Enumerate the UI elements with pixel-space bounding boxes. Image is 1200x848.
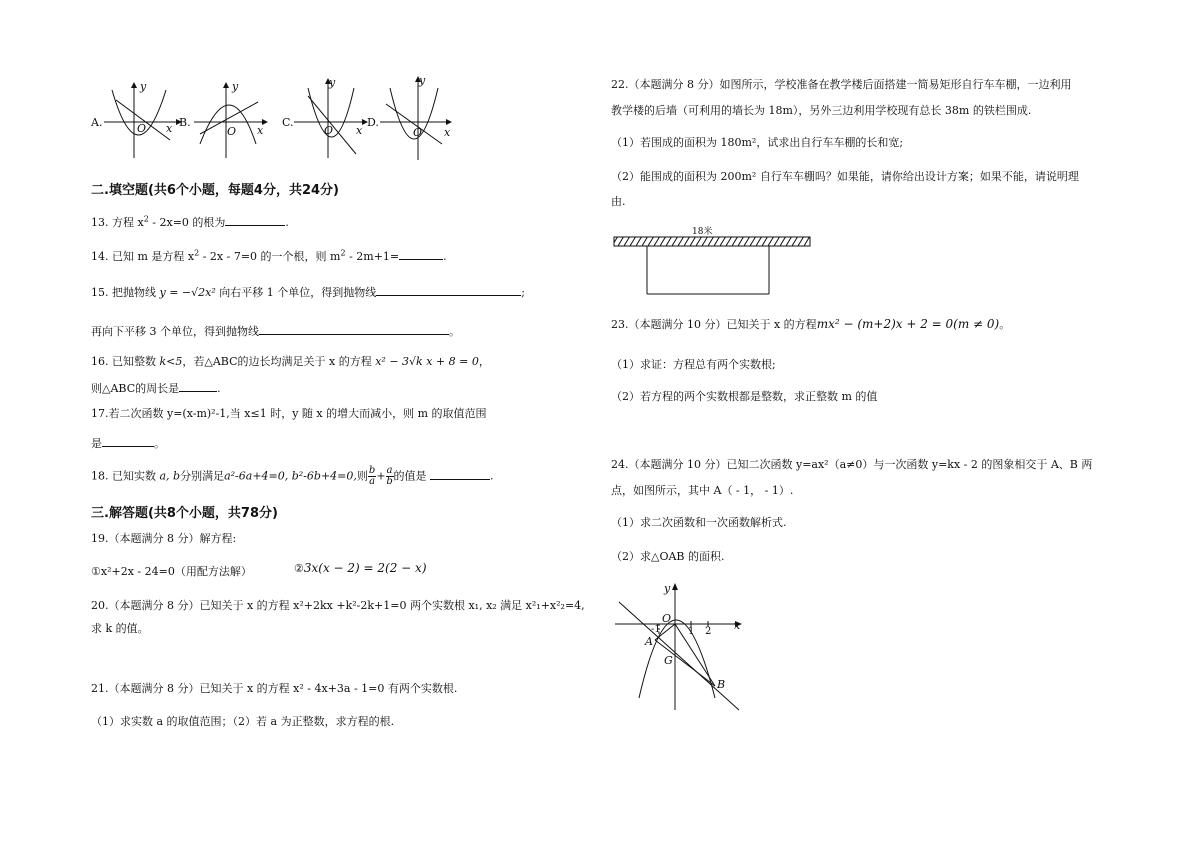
wall-length-label: 18米	[692, 227, 713, 237]
q24-a-label: A	[645, 635, 653, 648]
q24-b-label: B	[717, 678, 726, 691]
q24-graph	[615, 582, 750, 712]
section-3-heading: 三.解答题(共8个小题，共78分)	[91, 506, 278, 521]
q24-o-label: O	[662, 612, 672, 625]
q24-tick-2: 2	[705, 626, 712, 637]
question-17-line2: 是 。	[91, 437, 165, 450]
question-19-part1: ①x²+2x - 24=0（用配方法解）	[91, 565, 252, 578]
choice-b-o: O	[227, 125, 237, 138]
question-17-line1: 17.若二次函数 y=(x-m)²-1,当 x≤1 时，y 随 x 的增大而减小，则 m 的取值范围	[91, 407, 487, 420]
q23-equation: mx² − (m+2)x + 2 = 0(m ≠ 0)	[816, 317, 1000, 331]
q24-y-label: y	[664, 582, 671, 595]
question-24-line1: 24.（本题满分 10 分）已知二次函数 y=ax²（a≠0）与一次函数 y=kx - 2 的图象相交于 A、B 两	[611, 458, 1093, 471]
question-22-part2a: （2）能围成的面积为 200m² 自行车车棚吗？如果能，请你给出设计方案；如果不能，请说明理	[611, 170, 1079, 183]
question-22-part2b: 由.	[611, 195, 626, 208]
choice-c-y: y	[329, 76, 336, 89]
question-22-line2: 教学楼的后墙（可利用的墙长为 18m），另外三边利用学校现有总长 38m 的铁栏围成.	[611, 104, 1032, 117]
choice-c-x: x	[356, 124, 363, 137]
choice-d-label: D.	[367, 116, 379, 129]
question-21-line2: （1）求实数 a 的取值范围；（2）若 a 为正整数，求方程的根.	[91, 715, 395, 728]
question-24-part2: （2）求△OAB 的面积.	[611, 550, 725, 563]
question-19-title: 19.（本题满分 8 分）解方程:	[91, 532, 237, 545]
question-21-line1: 21.（本题满分 8 分）已知关于 x 的方程 x² - 4x+3a - 1=0 有两个实数根.	[91, 682, 458, 695]
choice-a-o: O	[137, 122, 147, 135]
question-22-part1: （1）若围成的面积为 180m²，试求出自行车车棚的长和宽;	[611, 136, 904, 149]
question-24-part1: （1）求二次函数和一次函数解析式.	[611, 516, 787, 529]
question-23-part2: （2）若方程的两个实数根都是整数，求正整数 m 的值	[611, 390, 878, 403]
question-19-part2: ②3x(x − 2) = 2(2 − x)	[294, 561, 427, 575]
question-13: 13. 方程 $x^2 - 2x=0$ 的根为 .	[91, 214, 289, 229]
choice-a-label: A.	[91, 116, 103, 129]
choice-d-o: O	[413, 126, 423, 139]
q24-tick-1: 1	[688, 626, 695, 637]
choice-c-o: O	[324, 124, 334, 137]
section-2-heading: 二.填空题(共6个小题，每题4分，共24分)	[91, 183, 340, 198]
question-23-line1: 23.（本题满分 10 分）已知关于 x 的方程mx² − (m+2)x + 2 = 0(m ≠ 0)。	[611, 317, 1011, 331]
choice-d-y: y	[419, 74, 426, 87]
q24-g-label: G	[664, 654, 673, 667]
question-20-line2: 求 k 的值。	[91, 622, 149, 635]
question-15-line1: 15. 把抛物线 y = −√2x² 向右平移 1 个单位，得到抛物线 ;	[91, 286, 525, 299]
choice-c-label: C.	[282, 116, 294, 129]
question-23-part1: （1）求证：方程总有两个实数根;	[611, 358, 776, 371]
question-16-line1: 16. 已知整数 k<5，若△ABC的边长均满足关于 x 的方程 x² − 3√k x + 8 = 0，	[91, 355, 490, 368]
q15-equation: y = −√2x²	[159, 286, 216, 299]
question-14: 14. 已知 m 是方程 $x^2 - 2x - 7=0$ 的一个根，则 $m^2 - 2m+1=$ .	[91, 248, 447, 263]
question-22-line1: 22.（本题满分 8 分）如图所示，学校准备在教学楼后面搭建一简易矩形自行车车棚，一边利用	[611, 78, 1072, 91]
q16-equation: x² − 3√k x + 8 = 0	[375, 355, 479, 368]
choice-a-x: x	[166, 122, 173, 135]
question-16-line2: 则△ABC的周长是 .	[91, 382, 221, 395]
question-15-line2: 再向下平移 3 个单位，得到抛物线 。	[91, 325, 460, 338]
question-20-line1: 20.（本题满分 8 分）已知关于 x 的方程 x²+2kx +k²-2k+1=0 两个实数根 x₁, x₂ 满足 x²₁+x²₂=4,	[91, 599, 585, 612]
choice-b-y: y	[232, 80, 239, 93]
choice-b-x: x	[257, 124, 264, 137]
choice-b-label: B.	[179, 116, 191, 129]
choice-a-y: y	[140, 80, 147, 93]
question-24-line2: 点，如图所示，其中 A（ - 1， - 1）.	[611, 484, 794, 497]
q24-tick-m1: -1	[651, 624, 661, 635]
question-18: 18. 已知实数 a, b分别满足a²-6a+4=0, b²-6b+4=0,则 $\frac{b}{a}$ + $\frac{a}{b}$ 的值是 .	[91, 465, 494, 487]
q24-x-label: x	[734, 619, 741, 632]
choice-d-x: x	[444, 126, 451, 139]
